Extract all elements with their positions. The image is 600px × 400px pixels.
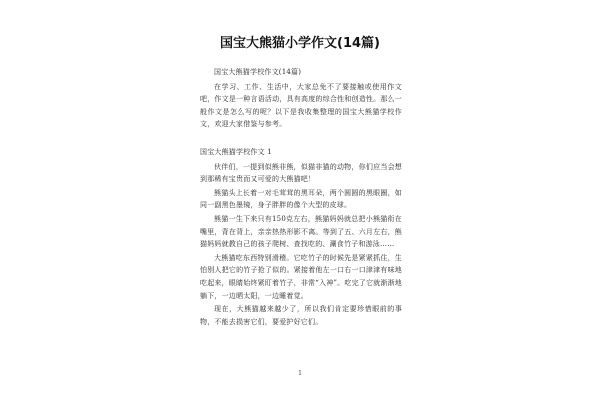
document-body [200, 66, 402, 329]
essay-paragraph-2: 熊猫头上长着一对毛茸茸的黑耳朵，两个圆圆的黑眼圈，如同一副黑色墨镜，身子胖胖的像个大型的皮球。 [200, 188, 402, 210]
essay-paragraph-4: 大熊猫吃东西特别滑稽。它吃竹子的时候先是紧紧抓住，生怕别人把它的竹子抢了似的。紧接着他左一口右一口津津有味地吃起来，眼睛始终紧盯着竹子，非常“入神”。吃完了它就渐渐地躺下，一边晒太阳，一边睡着觉。 [200, 253, 402, 300]
essay-paragraph-1: 伙伴们，一提到似熊非熊，似猫非猫的动物，你们应当会想到那稀有宝贵而又可爱的大熊猫吧！ [200, 162, 402, 184]
intro-paragraph: 在学习、工作、生活中，大家总免不了要接触或使用作文吧，作文是一种言语活动，具有高度的综合性和创造性。那么一般作文是怎么写的呢？以下是我收集整理的国宝大熊猫学校作文，欢迎大家借鉴与参考。 [200, 82, 402, 129]
essay-paragraph-5: 现在，大熊猫越来越少了，所以我们肯定要珍惜眼前的事物，不能去损害它们，要爱护好它们。 [200, 305, 402, 326]
document-title: 国宝大熊猫小学作文(14篇) [220, 36, 380, 51]
document-subtitle: 国宝大熊猫学校作文(14篇) [214, 68, 302, 76]
page-number: 1 [298, 370, 302, 377]
essay-heading: 国宝大熊猫学校作文 1 [200, 147, 272, 156]
essay-paragraph-3: 熊猫一生下来只有150克左右，熊猫妈妈就总把小熊猫衔在嘴里，背在背上，亲亲热热形影不离。等到了五、六月左右，熊猫妈妈就教自己的孩子爬树、查找吃的、涮食竹子和游泳…… [200, 214, 402, 249]
